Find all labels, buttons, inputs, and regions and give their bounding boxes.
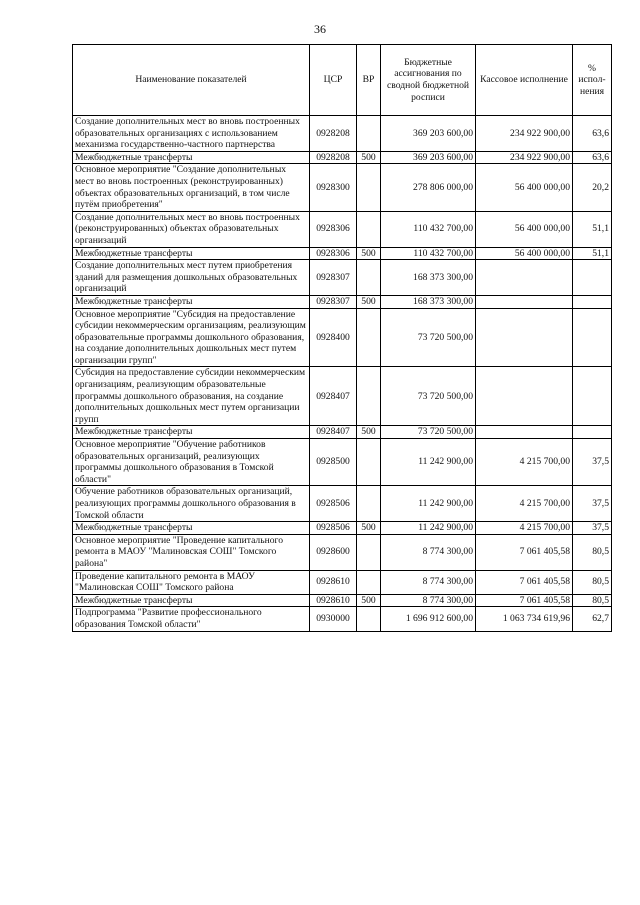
cell-budget: 11 242 900,00 <box>381 439 476 486</box>
cell-vr <box>357 570 381 594</box>
cell-cash <box>476 426 573 439</box>
header-percent: % испол-нения <box>573 45 612 116</box>
cell-name: Субсидия на предоставление субсидии некоммерческим организациям, реализующим образовательные программы дошкольного образования, на создание дополнительных дошкольных мест путем организации групп <box>73 367 310 426</box>
cell-budget: 168 373 300,00 <box>381 295 476 308</box>
cell-percent: 20,2 <box>573 164 612 211</box>
cell-csr: 0928306 <box>310 211 357 247</box>
table-row <box>73 594 612 607</box>
cell-vr <box>357 534 381 570</box>
cell-budget: 369 203 600,00 <box>381 116 476 152</box>
cell-vr <box>357 308 381 367</box>
cell-percent <box>573 367 612 426</box>
cell-name: Межбюджетные трансферты <box>73 522 310 535</box>
cell-vr <box>357 439 381 486</box>
cell-cash <box>476 295 573 308</box>
cell-budget: 369 203 600,00 <box>381 151 476 164</box>
cell-cash: 56 400 000,00 <box>476 247 573 260</box>
table-row <box>73 607 612 631</box>
cell-name: Создание дополнительных мест во вновь построенных образовательных организациях с использованием механизма государственно-частного партнерства <box>73 116 310 152</box>
cell-csr: 0928407 <box>310 367 357 426</box>
cell-percent: 80,5 <box>573 594 612 607</box>
cell-percent: 80,5 <box>573 534 612 570</box>
table-row <box>73 260 612 296</box>
header-budget: Бюджетные ассигнования по сводной бюджетной росписи <box>381 45 476 116</box>
cell-csr: 0928506 <box>310 522 357 535</box>
cell-name: Межбюджетные трансферты <box>73 295 310 308</box>
table-row <box>73 367 612 426</box>
table-row <box>73 570 612 594</box>
cell-cash: 4 215 700,00 <box>476 439 573 486</box>
table-row <box>73 426 612 439</box>
cell-cash: 234 922 900,00 <box>476 116 573 152</box>
cell-budget: 168 373 300,00 <box>381 260 476 296</box>
cell-csr: 0928610 <box>310 570 357 594</box>
cell-name: Основное мероприятие "Проведение капитального ремонта в МАОУ "Малиновская СОШ" Томского района" <box>73 534 310 570</box>
cell-csr: 0928208 <box>310 151 357 164</box>
cell-name: Подпрограмма "Развитие профессионального образования Томской области" <box>73 607 310 631</box>
cell-budget: 1 696 912 600,00 <box>381 607 476 631</box>
table-body <box>73 116 612 632</box>
cell-percent: 62,7 <box>573 607 612 631</box>
cell-name: Основное мероприятие "Создание дополнительных мест во вновь построенных (реконструированных) объектах образовательных организаций, в том числе путём приобретения" <box>73 164 310 211</box>
cell-cash: 56 400 000,00 <box>476 164 573 211</box>
cell-budget: 110 432 700,00 <box>381 211 476 247</box>
cell-vr: 500 <box>357 247 381 260</box>
cell-percent: 63,6 <box>573 151 612 164</box>
cell-percent: 63,6 <box>573 116 612 152</box>
cell-vr: 500 <box>357 522 381 535</box>
table-row <box>73 439 612 486</box>
cell-budget: 278 806 000,00 <box>381 164 476 211</box>
cell-csr: 0928400 <box>310 308 357 367</box>
cell-name: Основное мероприятие "Субсидия на предоставление субсидии некоммерческим организациям, реализующим образовательные программы дошкольного образования, на создание дополнительных дошкольных мест путем организации групп" <box>73 308 310 367</box>
cell-percent: 37,5 <box>573 522 612 535</box>
table-row <box>73 295 612 308</box>
cell-cash <box>476 367 573 426</box>
table-row <box>73 308 612 367</box>
table-row <box>73 247 612 260</box>
cell-budget: 11 242 900,00 <box>381 522 476 535</box>
cell-name: Проведение капитального ремонта в МАОУ "Малиновская СОШ" Томского района <box>73 570 310 594</box>
cell-vr <box>357 486 381 522</box>
cell-percent: 37,5 <box>573 439 612 486</box>
header-vr: ВР <box>357 45 381 116</box>
cell-name: Межбюджетные трансферты <box>73 594 310 607</box>
cell-vr <box>357 211 381 247</box>
cell-cash: 7 061 405,58 <box>476 594 573 607</box>
cell-percent <box>573 426 612 439</box>
cell-budget: 8 774 300,00 <box>381 534 476 570</box>
cell-name: Межбюджетные трансферты <box>73 426 310 439</box>
cell-name: Создание дополнительных мест путем приобретения зданий для размещения дошкольных образовательных организаций <box>73 260 310 296</box>
cell-budget: 73 720 500,00 <box>381 308 476 367</box>
cell-budget: 8 774 300,00 <box>381 570 476 594</box>
cell-csr: 0928300 <box>310 164 357 211</box>
cell-name: Создание дополнительных мест во вновь построенных (реконструированных) объектах образовательных организаций <box>73 211 310 247</box>
table-row <box>73 534 612 570</box>
cell-name: Основное мероприятие "Обучение работников образовательных организаций, реализующих программы дошкольного образования в Томской области" <box>73 439 310 486</box>
cell-vr <box>357 367 381 426</box>
header-csr: ЦСР <box>310 45 357 116</box>
cell-budget: 8 774 300,00 <box>381 594 476 607</box>
header-cash: Кассовое исполнение <box>476 45 573 116</box>
table-row <box>73 522 612 535</box>
cell-csr: 0928610 <box>310 594 357 607</box>
cell-percent: 80,5 <box>573 570 612 594</box>
cell-vr <box>357 164 381 211</box>
cell-cash: 234 922 900,00 <box>476 151 573 164</box>
cell-percent: 51,1 <box>573 247 612 260</box>
cell-vr: 500 <box>357 295 381 308</box>
table-row <box>73 486 612 522</box>
cell-csr: 0928600 <box>310 534 357 570</box>
cell-csr: 0928208 <box>310 116 357 152</box>
cell-percent <box>573 308 612 367</box>
table-row <box>73 151 612 164</box>
cell-budget: 73 720 500,00 <box>381 367 476 426</box>
cell-name: Межбюджетные трансферты <box>73 151 310 164</box>
cell-name: Обучение работников образовательных организаций, реализующих программы дошкольного образования в Томской области <box>73 486 310 522</box>
cell-percent <box>573 295 612 308</box>
table-row <box>73 164 612 211</box>
cell-cash: 56 400 000,00 <box>476 211 573 247</box>
cell-percent: 51,1 <box>573 211 612 247</box>
cell-csr: 0930000 <box>310 607 357 631</box>
cell-cash: 4 215 700,00 <box>476 522 573 535</box>
cell-csr: 0928500 <box>310 439 357 486</box>
cell-percent: 37,5 <box>573 486 612 522</box>
cell-vr: 500 <box>357 594 381 607</box>
cell-vr <box>357 116 381 152</box>
cell-name: Межбюджетные трансферты <box>73 247 310 260</box>
cell-cash: 4 215 700,00 <box>476 486 573 522</box>
table-row <box>73 116 612 152</box>
cell-vr: 500 <box>357 426 381 439</box>
budget-execution-table <box>72 44 612 632</box>
cell-budget: 73 720 500,00 <box>381 426 476 439</box>
page-number: 36 <box>314 22 326 36</box>
cell-csr: 0928307 <box>310 295 357 308</box>
cell-vr <box>357 607 381 631</box>
cell-cash: 7 061 405,58 <box>476 570 573 594</box>
table-header-row <box>73 45 612 116</box>
cell-cash: 7 061 405,58 <box>476 534 573 570</box>
table-row <box>73 211 612 247</box>
cell-budget: 110 432 700,00 <box>381 247 476 260</box>
cell-csr: 0928407 <box>310 426 357 439</box>
cell-csr: 0928306 <box>310 247 357 260</box>
cell-vr: 500 <box>357 151 381 164</box>
cell-cash <box>476 260 573 296</box>
cell-percent <box>573 260 612 296</box>
cell-vr <box>357 260 381 296</box>
cell-cash: 1 063 734 619,96 <box>476 607 573 631</box>
cell-cash <box>476 308 573 367</box>
cell-csr: 0928506 <box>310 486 357 522</box>
cell-csr: 0928307 <box>310 260 357 296</box>
cell-budget: 11 242 900,00 <box>381 486 476 522</box>
header-name: Наименование показателей <box>73 45 310 116</box>
